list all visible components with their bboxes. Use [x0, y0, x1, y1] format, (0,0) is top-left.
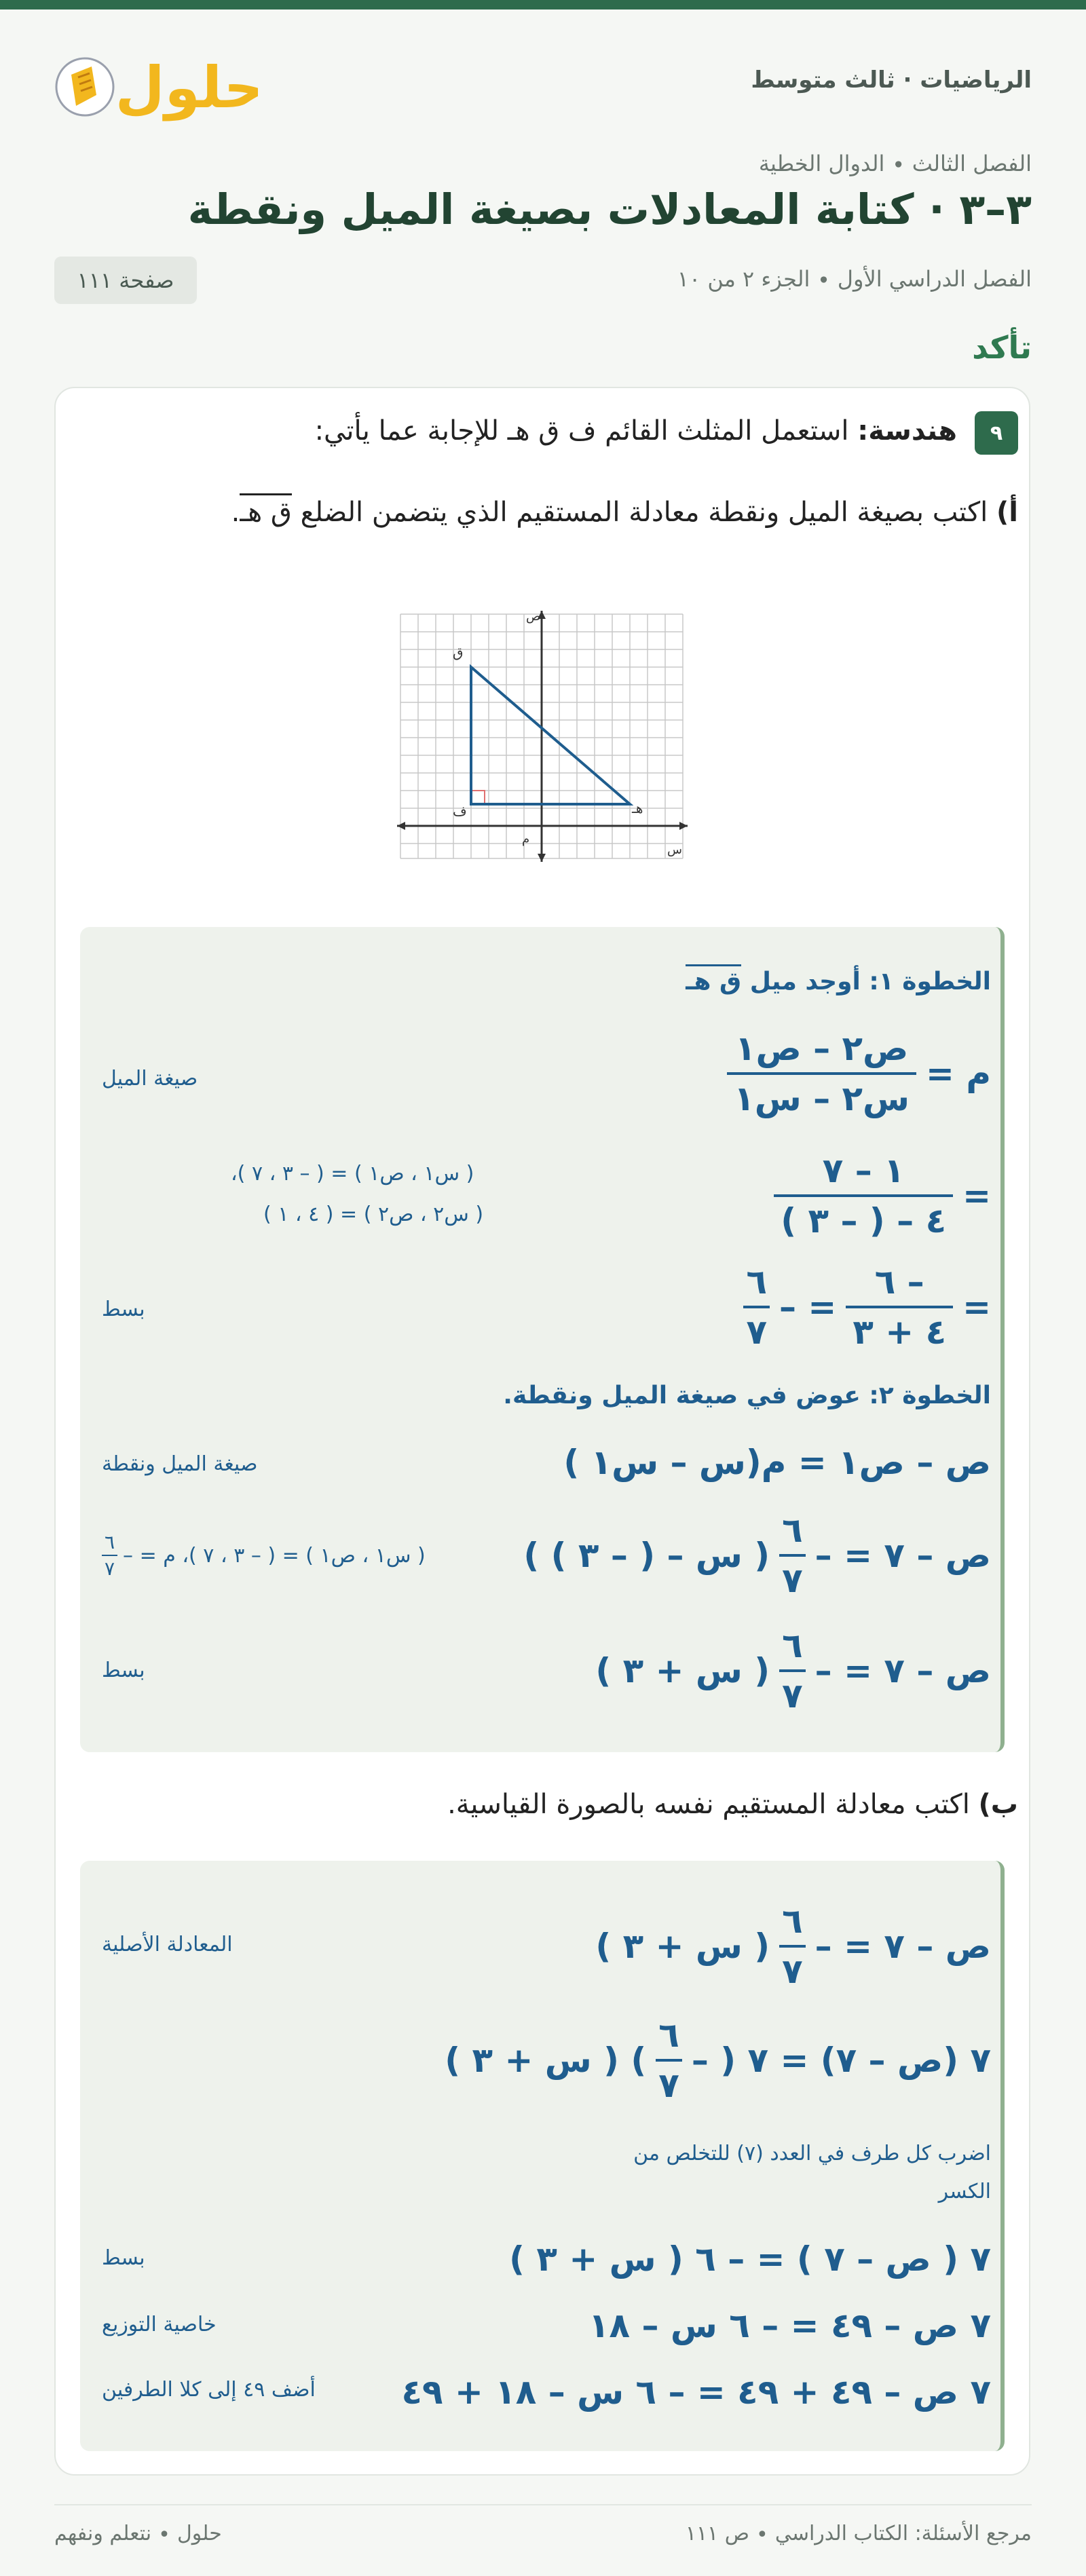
note-point-2: ( س٢ ، ص٢ ) = ( ٤ ، ١ ): [263, 1202, 484, 1226]
point-f-label: ف: [453, 803, 467, 819]
footer-divider: [54, 2504, 1032, 2505]
note-add-49: أضف ٤٩ إلى كلا الطرفين: [102, 2378, 316, 2402]
multiply-eq: ٧ (ص – ٧) = ٧ ( – $\frac{٦}{٧}$ ) ( س + ٣ ): [445, 2015, 991, 2105]
slope-fraction: $\frac{\text{ص٢ – ص١}}{\text{س٢ – س١}}$: [727, 1029, 916, 1118]
right-triangle: [471, 667, 630, 804]
note-slope-formula: صيغة الميل: [102, 1067, 198, 1091]
brand-logo[interactable]: [54, 48, 258, 129]
part-b-prompt: [447, 1789, 1018, 1820]
svg-text:حلول: حلول: [115, 54, 258, 121]
substitute-eq: ص – ٧ = – $\frac{٦}{٧}$ ( س – ( – ٣ ) ): [523, 1511, 991, 1600]
original-eq: ص – ٧ = – $\frac{٦}{٧}$ ( س + ٣ ): [595, 1901, 991, 1991]
question-body: استعمل المثلث القائم ف ق هـ للإجابة عما يأتي:: [314, 415, 858, 447]
point-h-label: هـ: [632, 800, 643, 816]
y-axis-label: ص: [526, 611, 541, 624]
simplified-eq: ٧ ( ص – ٧ ) = – ٦ ( س + ٣ ): [509, 2239, 991, 2279]
footer-source: مرجع الأسئلة: الكتاب الدراسي ∙ ص ١١١: [685, 2522, 1032, 2545]
part-a-end: .: [231, 497, 240, 528]
step-2-heading: الخطوة ٢: عوض في صيغة الميل ونقطة.: [503, 1382, 991, 1409]
page-header: [54, 48, 1032, 129]
note-distributive: خاصية التوزيع: [102, 2313, 217, 2336]
slope-simplify-eq: = $\frac{- ٦}{٤ + ٣}$ = – $\frac{٦}{٧}$: [743, 1262, 991, 1352]
simplified-point-slope-eq: ص – ٧ = – $\frac{٦}{٧}$ ( س + ٣ ): [595, 1626, 991, 1716]
part-a-text: اكتب بصيغة الميل ونقطة معادلة المستقيم الذي يتضمن الضلع: [291, 497, 996, 528]
footer-brand: حلول ∙ نتعلم ونفهم: [54, 2522, 222, 2545]
part-a-label: أ): [996, 497, 1018, 528]
note-simplify-3: بسط: [102, 2246, 145, 2270]
question-number: ٩: [975, 411, 1018, 455]
right-angle-marker: [471, 791, 485, 804]
segment-qh: ق هـ: [240, 493, 292, 528]
part-b-text: اكتب معادلة المستقيم نفسه بالصورة القياسية.: [447, 1789, 979, 1820]
lesson-title: ٣–٣ ∙ كتابة المعادلات بصيغة الميل ونقطة: [187, 185, 1032, 234]
note-original: المعادلة الأصلية: [102, 1933, 233, 1956]
note-point-slope: صيغة الميل ونقطة: [102, 1452, 258, 1476]
segment-qh-step: ق هـ: [686, 964, 741, 996]
top-accent-bar: [0, 0, 1086, 10]
chapter-line: الفصل الثالث ∙ الدوال الخطية: [758, 151, 1032, 176]
note-simplify-1: بسط: [102, 1298, 145, 1321]
point-q-label: ق: [453, 644, 464, 660]
add-49-eq: ٧ ص – ٤٩ + ٤٩ = – ٦ س – ١٨ + ٤٩: [401, 2372, 991, 2412]
step-1-heading: الخطوة ١: أوجد ميل ق هـ: [686, 968, 991, 996]
part-a-prompt: [231, 497, 1018, 528]
coordinate-graph: [397, 611, 689, 862]
note-substitute: ( س١ ، ص١ ) = ( – ٣ ، ٧ )، م = – $\frac{٦}{٧}$: [102, 1531, 426, 1580]
point-slope-form-eq: ص – ص١ = م(س – س١ ): [563, 1443, 991, 1482]
note-multiply-2: الكسر: [938, 2180, 991, 2203]
question-label: هندسة:: [857, 415, 957, 447]
page-badge: صفحة ١١١: [54, 257, 197, 304]
slope-substitution-eq: = $\frac{١ - ٧}{٤ - ( - ٣ )}$: [774, 1151, 991, 1240]
note-multiply-1: اضرب كل طرف في العدد (٧) للتخلص من: [633, 2142, 991, 2165]
question-text: [315, 415, 957, 447]
x-axis-label: س: [667, 843, 682, 857]
subject-label: الرياضيات ∙ ثالث متوسط: [751, 67, 1032, 94]
slope-formula-eq: م = $\frac{\text{ص٢ – ص١}}{\text{س٢ – س١}}$: [727, 1029, 991, 1118]
logo-icon: [54, 48, 258, 129]
term-line: الفصل الدراسي الأول ∙ الجزء ٢ من ١٠: [677, 266, 1032, 292]
note-simplify-2: بسط: [102, 1659, 145, 1682]
distributive-eq: ٧ ص – ٤٩ = – ٦ س – ١٨: [588, 2306, 991, 2345]
note-point-1: ( س١ ، ص١ ) = ( – ٣ ، ٧ )،: [231, 1162, 474, 1186]
part-b-label: ب): [978, 1789, 1018, 1820]
section-heading: تأكد: [972, 329, 1032, 366]
origin-label: م: [522, 832, 530, 846]
